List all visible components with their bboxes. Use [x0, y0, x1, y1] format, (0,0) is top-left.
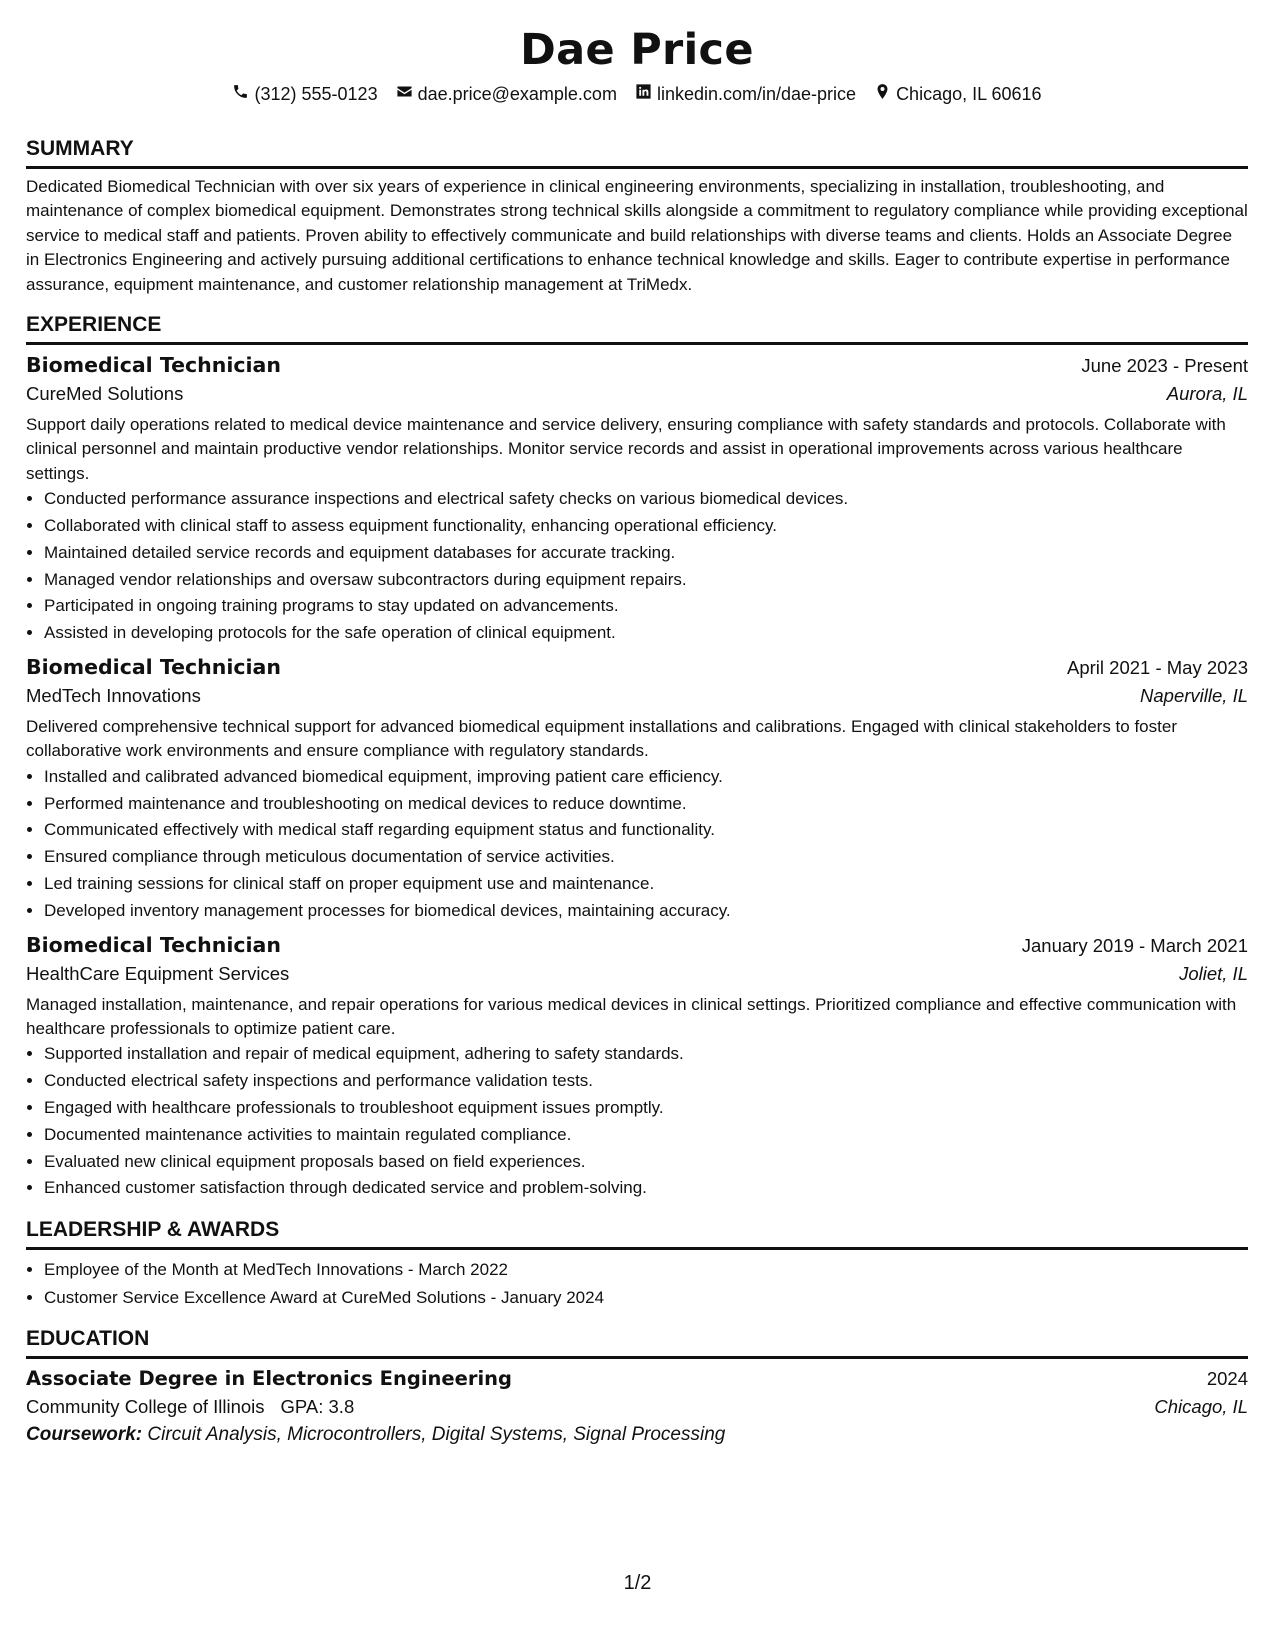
job-title: Biomedical Technician [26, 353, 281, 378]
job-bullet: • Managed vendor relationships and oversaw subcontractors during equipment repairs. [44, 567, 1248, 594]
job-bullet: • Led training sessions for clinical staff on proper equipment use and maintenance. [44, 871, 1248, 898]
job-location: Aurora, IL [1166, 383, 1248, 405]
contact-location [874, 82, 1041, 106]
job-bullet: • Evaluated new clinical equipment proposals based on field experiences. [44, 1149, 1248, 1176]
job-company: MedTech Innovations [26, 685, 201, 707]
experience-section [26, 311, 1248, 1202]
job-bullet: • Assisted in developing protocols for the safe operation of clinical equipment. [44, 620, 1248, 647]
job-company: CureMed Solutions [26, 383, 184, 405]
phone-icon [232, 82, 249, 106]
job-bullets [26, 486, 1248, 647]
contact-linkedin[interactable] [635, 82, 856, 106]
summary-section [26, 135, 1248, 297]
job-bullet: • Participated in ongoing training programs to stay updated on advancements. [44, 593, 1248, 620]
job-dates: April 2021 - May 2023 [1067, 657, 1248, 679]
coursework-list: Circuit Analysis, Microcontrollers, Digital Systems, Signal Processing [147, 1424, 726, 1446]
job-bullet: • Conducted electrical safety inspections and performance validation tests. [44, 1068, 1248, 1095]
coursework [26, 1424, 1248, 1446]
contact-phone [232, 82, 377, 106]
contact-email[interactable] [396, 82, 617, 106]
job-description: Support daily operations related to medical device maintenance and service delivery, ensuring compliance with safety standards and protocols. Collaborate with clinical personnel and maintain productive vendor relationships. Monitor service records and assist in operational improvements across various healthcare settings. [26, 415, 1226, 483]
job-bullet: • Engaged with healthcare professionals to troubleshoot equipment issues promptly. [44, 1095, 1248, 1122]
job-bullet: • Developed inventory management processes for biomedical devices, maintaining accuracy. [44, 898, 1248, 925]
section-title-education: EDUCATION [26, 1325, 1248, 1359]
job-bullets [26, 1041, 1248, 1202]
job-company: HealthCare Equipment Services [26, 962, 290, 984]
degree-title: Associate Degree in Electronics Engineering [26, 1367, 512, 1391]
phone-text: (312) 555-0123 [254, 84, 378, 104]
section-title-experience: EXPERIENCE [26, 311, 1248, 345]
resume-page [26, 0, 1248, 1446]
job-entry [26, 655, 1248, 925]
job-bullet: • Supported installation and repair of medical equipment, adhering to safety standards. [44, 1041, 1248, 1068]
awards-section [26, 1216, 1248, 1311]
job-bullet: • Enhanced customer satisfaction through dedicated service and problem-solving. [44, 1175, 1248, 1202]
contact-bar [26, 82, 1248, 106]
summary-text: Dedicated Biomedical Technician with over six years of experience in clinical engineering environments, specializing in installation, troubleshooting, and maintenance of complex biomedical equipment. Demonstrates strong technical skills alongside a commitment to regulatory compliance while providing exceptional service to medical staff and patients. Proven ability to effectively communicate and build relationships with diverse teams and clients. Holds an Associate Degree in Electronics Engineering and actively pursuing additional certifications to enhance technical knowledge and skills. Eager to contribute expertise in performance assurance, equipment maintenance, and customer relationship management at TriMedx. [26, 177, 1248, 294]
email-link[interactable]: dae.price@example.com [417, 84, 617, 104]
gpa: GPA: 3.8 [280, 1396, 355, 1418]
map-pin-icon [874, 82, 891, 106]
job-bullets [26, 764, 1248, 925]
job-title: Biomedical Technician [26, 655, 281, 680]
graduation-year: 2024 [1206, 1368, 1248, 1390]
job-bullet: • Conducted performance assurance inspections and electrical safety checks on various biomedical devices. [44, 486, 1248, 513]
job-bullet: • Documented maintenance activities to maintain regulated compliance. [44, 1122, 1248, 1149]
job-dates: January 2019 - March 2021 [1021, 934, 1248, 956]
award-item: • Employee of the Month at MedTech Innovations - March 2022 [44, 1256, 1248, 1284]
job-location: Naperville, IL [1140, 685, 1248, 707]
job-bullet: • Installed and calibrated advanced biomedical equipment, improving patient care efficiency. [44, 764, 1248, 791]
page-number: 1/2 [623, 1572, 652, 1594]
job-bullet: • Ensured compliance through meticulous documentation of service activities. [44, 844, 1248, 871]
section-title-summary: SUMMARY [26, 135, 1248, 169]
job-entry [26, 933, 1248, 1203]
location-text: Chicago, IL 60616 [896, 84, 1042, 104]
award-item: • Customer Service Excellence Award at CureMed Solutions - January 2024 [44, 1284, 1248, 1312]
job-bullet: • Maintained detailed service records and equipment databases for accurate tracking. [44, 540, 1248, 567]
envelope-icon [396, 82, 413, 106]
school-location: Chicago, IL [1154, 1396, 1248, 1418]
job-description: Delivered comprehensive technical support for advanced biomedical equipment installations and calibrations. Engaged with clinical stakeholders to foster collaborative work environments and ensure compliance with regulatory standards. [26, 717, 1177, 761]
job-entry [26, 353, 1248, 647]
job-bullet: • Performed maintenance and troubleshooting on medical devices to reduce downtime. [44, 791, 1248, 818]
school-name: Community College of Illinois [26, 1396, 265, 1418]
job-bullet: • Collaborated with clinical staff to assess equipment functionality, enhancing operational efficiency. [44, 513, 1248, 540]
awards-list [26, 1256, 1248, 1311]
linkedin-icon [635, 82, 652, 106]
job-location: Joliet, IL [1179, 962, 1248, 984]
school-and-gpa [26, 1396, 354, 1418]
job-dates: June 2023 - Present [1081, 355, 1248, 377]
coursework-label: Coursework: [26, 1424, 143, 1446]
job-description: Managed installation, maintenance, and repair operations for various medical devices in clinical settings. Prioritized compliance and effective communication with healthcare professionals to optimize patient care. [26, 994, 1237, 1039]
linkedin-link[interactable]: linkedin.com/in/dae-price [656, 84, 857, 104]
job-bullet: • Communicated effectively with medical staff regarding equipment status and functionality. [44, 817, 1248, 844]
education-entry [26, 1367, 1248, 1446]
section-title-awards: LEADERSHIP & AWARDS [26, 1216, 1248, 1250]
education-section [26, 1325, 1248, 1446]
candidate-name: Dae Price [520, 25, 754, 75]
job-title: Biomedical Technician [26, 932, 281, 957]
